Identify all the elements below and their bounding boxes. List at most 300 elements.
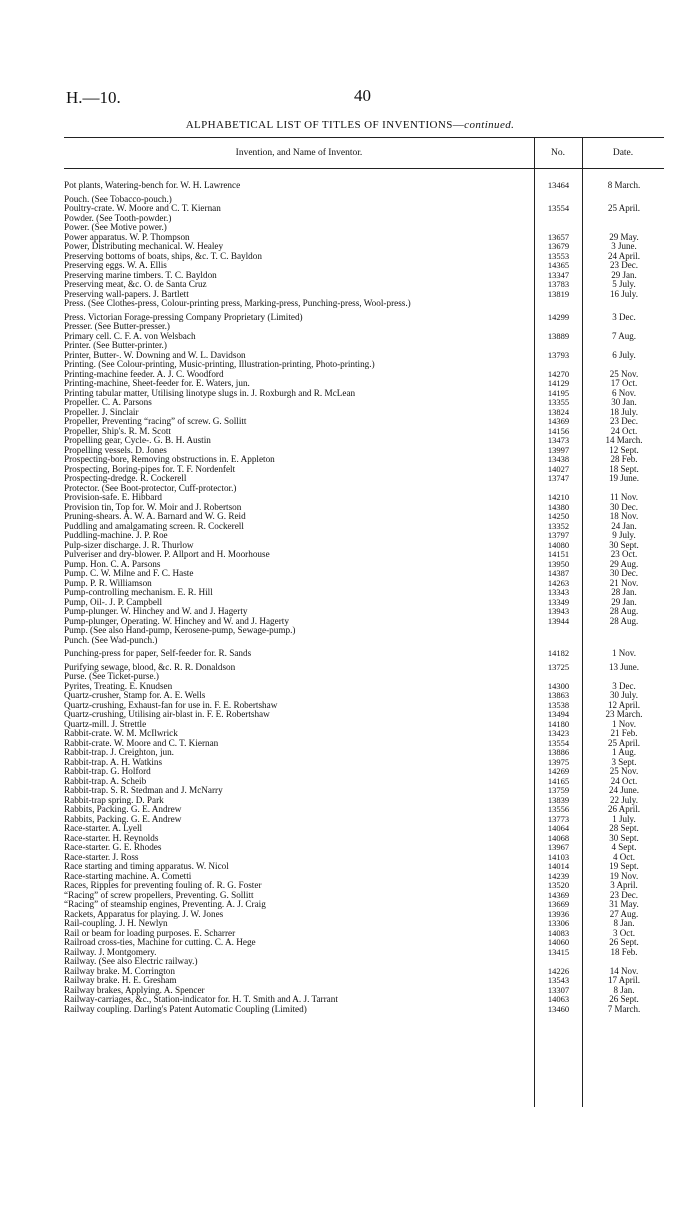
table-row — [64, 313, 664, 323]
invention-title: Rabbits, Packing. G. E. Andrew — [64, 805, 182, 814]
table-row — [64, 579, 664, 589]
invention-number: 14068 — [547, 832, 570, 843]
invention-number: 13863 — [547, 690, 570, 700]
invention-number: 14210 — [547, 492, 570, 502]
invention-date: 26 April. — [607, 804, 640, 814]
invention-date: 21 Nov. — [609, 577, 639, 588]
invention-date: 1 Aug. — [611, 747, 636, 757]
table-row — [64, 853, 664, 863]
invention-number: 13520 — [547, 880, 570, 890]
invention-number: 13556 — [547, 804, 570, 814]
invention-number: 14063 — [547, 994, 570, 1004]
invention-date: 18 Feb. — [610, 946, 638, 957]
column-header-date: Date. — [612, 148, 634, 158]
invention-date: 26 Sept. — [609, 937, 639, 947]
invention-number: 13997 — [547, 444, 570, 455]
table-row — [64, 976, 664, 986]
invention-title: Railway brake. M. Corrington — [64, 966, 175, 976]
invention-title: Pot plants, Watering-bench for. W. H. Lawrence — [64, 181, 241, 190]
invention-title: Printing tabular matter, Utilising linotype slugs in. J. Roxburgh and R. McLean — [64, 388, 356, 398]
invention-title: Prospecting-bore, Removing obstructions in. E. Appleton — [64, 455, 275, 464]
invention-title: Race-starter. H. Reynolds — [64, 833, 159, 843]
invention-date: 3 Oct. — [613, 927, 635, 938]
table-row — [64, 843, 664, 853]
invention-title: Rackets, Apparatus for playing. J. W. Jones — [64, 909, 224, 919]
table-row — [64, 360, 664, 370]
invention-number: 13943 — [547, 606, 570, 616]
invention-date: 26 Sept. — [609, 994, 639, 1004]
invention-date: 6 July. — [612, 349, 636, 360]
invention-date: 3 April. — [610, 880, 638, 890]
invention-title: Rabbit-crate. W. Moore and C. T. Kiernan — [64, 738, 219, 748]
table-row — [64, 672, 664, 682]
invention-title: Pruning-shears. A. W. A. Barnard and W. G. Reid — [64, 512, 246, 521]
invention-title: Purse. (See Ticket-purse.) — [64, 672, 159, 681]
invention-title: Pulp-sizer discharge. J. R. Thurlow — [64, 540, 194, 550]
table-row — [64, 834, 664, 844]
invention-title: Rabbit-trap spring. D. Park — [64, 795, 164, 805]
invention-number: 13725 — [547, 661, 570, 672]
invention-date: 12 April. — [607, 699, 640, 710]
invention-number: 13306 — [547, 918, 570, 928]
invention-date: 8 March. — [607, 180, 641, 190]
invention-title: Preserving wall-papers. J. Bartlett — [64, 289, 189, 299]
invention-date: 23 Dec. — [610, 260, 638, 270]
table-row — [64, 910, 664, 920]
invention-date: 18 Nov. — [609, 511, 639, 521]
invention-date: 28 Feb. — [610, 454, 638, 464]
invention-number: 13747 — [547, 473, 570, 483]
invention-number: 13343 — [547, 587, 570, 597]
invention-title: Race starting and timing apparatus. W. Nicol — [64, 862, 229, 871]
table-row — [64, 796, 664, 806]
invention-number: 13473 — [547, 435, 570, 445]
invention-number: 14380 — [547, 501, 570, 512]
invention-title: Railway. (See also Electric railway.) — [64, 957, 198, 966]
invention-number: 13889 — [547, 330, 570, 341]
invention-title: Printer, Butter-. W. Downing and W. L. Davidson — [64, 350, 246, 360]
invention-title: Propeller, Ship's. R. M. Scott — [64, 426, 171, 436]
invention-date: 30 Jan. — [611, 397, 637, 407]
invention-title: Printing. (See Colour-printing, Music-printing, Illustration-printing, Photo-printing.) — [64, 360, 375, 369]
table-row — [64, 758, 664, 768]
invention-title: Power apparatus. W. P. Thompson — [64, 232, 190, 242]
invention-number: 13950 — [547, 558, 570, 569]
invention-number: 14269 — [547, 766, 570, 776]
table-row — [64, 512, 664, 522]
invention-title: Propeller. C. A. Parsons — [64, 398, 152, 407]
invention-number: 14080 — [547, 539, 570, 550]
invention-number: 14369 — [547, 416, 570, 426]
invention-title: Rabbit-trap. S. R. Stedman and J. McNarry — [64, 786, 223, 795]
invention-number: 13307 — [547, 984, 570, 995]
invention-date: 17 Oct. — [610, 378, 638, 388]
table-row — [64, 607, 664, 617]
invention-title: Provision-safe. E. Hibbard — [64, 493, 162, 502]
invention-title: Punch. (See Wad-punch.) — [64, 635, 158, 645]
invention-title: Rabbit-trap. G. Holford — [64, 767, 151, 776]
table-row — [64, 370, 664, 380]
table-row — [64, 957, 664, 967]
invention-date: 23 Dec. — [610, 889, 638, 900]
table-row — [64, 786, 664, 796]
invention-number: 13793 — [547, 349, 570, 360]
invention-title: Propelling gear, Cycle-. G. B. H. Austin — [64, 436, 211, 445]
table-row — [64, 550, 664, 560]
invention-number: 14263 — [547, 577, 570, 588]
invention-title: Rabbit-trap. A. Scheib — [64, 776, 147, 786]
invention-date: 25 April. — [607, 737, 640, 748]
invention-date: 23 March. — [605, 709, 643, 719]
invention-title: Race-starter. A. Lyell — [64, 824, 143, 833]
table-row — [64, 474, 664, 484]
table-row — [64, 252, 664, 262]
invention-number: 14165 — [547, 775, 570, 786]
invention-title: Propelling vessels. D. Jones — [64, 445, 167, 455]
invention-number: 13494 — [547, 709, 570, 719]
table-row — [64, 881, 664, 891]
invention-date: 29 Jan. — [611, 596, 637, 607]
table-row — [64, 649, 664, 659]
table-row — [64, 233, 664, 243]
table-row — [64, 691, 664, 701]
table-row — [64, 729, 664, 739]
invention-title: Race-starting machine. A. Cometti — [64, 871, 192, 881]
invention-number: 13554 — [547, 203, 570, 213]
table-row — [64, 271, 664, 281]
invention-number: 13538 — [547, 699, 570, 710]
invention-title: Preserving eggs. W. A. Ellis — [64, 261, 167, 270]
invention-date: 24 Oct. — [610, 425, 638, 436]
invention-date: 6 Nov. — [612, 387, 636, 398]
column-header-no: No. — [551, 148, 565, 158]
invention-date: 18 Sept. — [609, 463, 639, 474]
invention-title: Propeller, Preventing “racing” of screw. G. Sollitt — [64, 417, 247, 426]
table-row — [64, 341, 664, 351]
invention-title: Pyrites, Treating. E. Knudsen — [64, 681, 173, 691]
table-row — [64, 214, 664, 224]
invention-number: 13975 — [547, 756, 570, 767]
invention-title: Presser. (See Butter-presser.) — [64, 322, 170, 331]
invention-title: Race-starter. J. Ross — [64, 852, 139, 862]
invention-date: 23 Oct. — [610, 549, 638, 559]
invention-number: 14027 — [547, 463, 570, 474]
table-header-rule — [64, 168, 664, 169]
invention-title: Pump-plunger, Operating. W. Hinchey and W. and J. Hagerty — [64, 616, 289, 626]
invention-date: 24 Oct. — [610, 775, 638, 786]
invention-number: 13886 — [547, 747, 570, 757]
invention-date: 31 May. — [609, 899, 639, 909]
table-row — [64, 181, 664, 191]
invention-number: 13349 — [547, 596, 570, 607]
invention-number: 13669 — [547, 899, 570, 909]
invention-title: Preserving marine timbers. T. C. Bayldon — [64, 270, 217, 280]
table-row — [64, 261, 664, 271]
table-row — [64, 427, 664, 437]
invention-date: 4 Sept. — [611, 842, 637, 852]
table-row — [64, 598, 664, 608]
invention-title: Railway-carriages, &c., Station-indicator for. H. T. Smith and A. J. Tarrant — [64, 995, 338, 1004]
invention-number: 13944 — [547, 615, 570, 626]
invention-title: Pump, Oil-. J. P. Campbell — [64, 597, 163, 607]
table-row — [64, 195, 664, 205]
table-row — [64, 872, 664, 882]
invention-date: 12 Sept. — [609, 444, 639, 455]
table-row — [64, 815, 664, 825]
table-row — [64, 332, 664, 342]
invention-date: 13 June. — [609, 661, 639, 672]
invention-number: 13347 — [547, 269, 570, 280]
invention-title: Pump. (See also Hand-pump, Kerosene-pump, Sewage-pump.) — [64, 626, 296, 635]
invention-date: 25 Nov. — [609, 368, 639, 379]
invention-number: 14369 — [547, 889, 570, 900]
invention-date: 25 Nov. — [609, 766, 639, 776]
invention-date: 30 Dec. — [610, 568, 638, 578]
invention-date: 24 April. — [607, 250, 640, 261]
table-row — [64, 493, 664, 503]
invention-date: 30 Sept. — [609, 539, 639, 550]
table-row — [64, 900, 664, 910]
table-row — [64, 541, 664, 551]
table-row — [64, 204, 664, 214]
invention-title: Primary cell. C. F. A. von Welsbach — [64, 331, 196, 341]
table-row — [64, 280, 664, 290]
invention-title: Puddling-machine. J. P. Roe — [64, 531, 168, 540]
invention-number: 14151 — [547, 549, 570, 559]
table-row — [64, 455, 664, 465]
invention-title: Pump-plunger. W. Hinchey and W. and J. Hagerty — [64, 607, 248, 616]
invention-title: Railway brakes, Applying. A. Spencer — [64, 985, 205, 995]
invention-number: 13824 — [547, 406, 570, 417]
invention-number: 13839 — [547, 794, 570, 805]
invention-date: 14 Nov. — [609, 965, 639, 976]
invention-number: 13759 — [547, 785, 570, 795]
invention-number: 14180 — [547, 718, 570, 729]
invention-title: Press. Victorian Forage-pressing Company Proprietary (Limited) — [64, 312, 303, 322]
table-row — [64, 919, 664, 929]
invention-number: 13797 — [547, 530, 570, 540]
table-row — [64, 748, 664, 758]
invention-title: Pump. C. W. Milne and F. C. Haste — [64, 569, 194, 578]
invention-date: 1 Nov. — [612, 648, 636, 658]
invention-date: 19 Nov. — [609, 870, 639, 881]
invention-date: 19 June. — [609, 473, 639, 483]
table-row — [64, 408, 664, 418]
page-caption — [0, 119, 700, 131]
invention-title: “Racing” of steamship engines, Preventing. A. J. Craig — [64, 900, 266, 909]
invention-date: 24 June. — [609, 785, 639, 795]
invention-date: 7 March. — [607, 1003, 641, 1014]
invention-title: Poultry-crate. W. Moore and C. T. Kiernan — [64, 204, 221, 213]
table-row — [64, 929, 664, 939]
table-row — [64, 948, 664, 958]
page-number: 40 — [354, 86, 371, 105]
table-row — [64, 417, 664, 427]
table-row — [64, 465, 664, 475]
invention-number: 14064 — [547, 823, 570, 833]
invention-date: 1 Nov. — [612, 718, 636, 729]
table-row — [64, 446, 664, 456]
table-row — [64, 242, 664, 252]
table-row — [64, 299, 664, 309]
invention-title: Race-starter. G. E. Rhodes — [64, 843, 162, 852]
invention-title: “Racing” of screw propellers, Preventing. G. Sollitt — [64, 890, 254, 900]
table-row — [64, 436, 664, 446]
table-row — [64, 767, 664, 777]
table-row — [64, 503, 664, 513]
invention-date: 30 July. — [610, 690, 638, 700]
invention-title: Pulveriser and dry-blower. P. Allport and H. Moorhouse — [64, 550, 270, 559]
invention-number: 13352 — [547, 520, 570, 531]
invention-number: 13355 — [547, 397, 570, 407]
invention-number: 13967 — [547, 842, 570, 852]
invention-number: 13415 — [547, 946, 570, 957]
invention-date: 3 Sept. — [611, 756, 637, 767]
invention-date: 14 March. — [605, 435, 643, 445]
invention-title: Puddling and amalgamating screen. R. Cockerell — [64, 521, 244, 531]
invention-title: Races, Ripples for preventing fouling of. R. G. Foster — [64, 881, 262, 890]
invention-title: Railway. J. Montgomery. — [64, 947, 157, 957]
invention-date: 11 Nov. — [609, 492, 639, 502]
invention-date: 29 Jan. — [611, 269, 637, 280]
invention-date: 18 July. — [610, 406, 638, 417]
table-row — [64, 560, 664, 570]
table-row — [64, 588, 664, 598]
invention-date: 3 Dec. — [612, 680, 636, 691]
invention-number: 13554 — [547, 737, 570, 748]
invention-number: 13936 — [547, 908, 570, 919]
invention-title: Railway coupling. Darling's Patent Automatic Coupling (Limited) — [64, 1004, 307, 1014]
invention-title: Rail-coupling. J. H. Newlyn — [64, 919, 168, 928]
table-row — [64, 739, 664, 749]
invention-title: Propeller. J. Sinclair — [64, 407, 139, 417]
invention-number: 14195 — [547, 387, 570, 398]
invention-title: Power. (See Motive power.) — [64, 223, 167, 232]
table-row — [64, 710, 664, 720]
invention-title: Railway brake. H. E. Gresham — [64, 976, 177, 985]
table-row — [64, 682, 664, 692]
invention-number: 14270 — [547, 368, 570, 379]
column-header-invention: Invention, and Name of Inventor. — [235, 148, 363, 158]
table-row — [64, 663, 664, 673]
invention-number: 13553 — [547, 250, 570, 261]
table-row — [64, 569, 664, 579]
invention-date: 24 Jan. — [611, 520, 637, 531]
invention-number: 14299 — [547, 311, 570, 322]
invention-date: 3 Dec. — [612, 311, 636, 322]
invention-title: Railroad cross-ties, Machine for cutting. C. A. Hege — [64, 938, 256, 947]
table-row — [64, 720, 664, 730]
invention-date: 30 Dec. — [610, 501, 638, 512]
invention-title: Punching-press for paper, Self-feeder for. R. Sands — [64, 649, 252, 658]
invention-number: 14250 — [547, 511, 570, 521]
invention-date: 16 July. — [610, 288, 638, 299]
table-row — [64, 986, 664, 996]
table-row — [64, 484, 664, 494]
invention-date: 8 Jan. — [613, 918, 635, 928]
table-row — [64, 290, 664, 300]
invention-title: Preserving meat, &c. O. de Santa Cruz — [64, 280, 207, 289]
invention-number: 13819 — [547, 288, 570, 299]
table-row — [64, 379, 664, 389]
invention-title: Printer. (See Butter-printer.) — [64, 341, 167, 350]
invention-date: 5 July. — [612, 279, 636, 289]
invention-number: 14083 — [547, 927, 570, 938]
table-row — [64, 389, 664, 399]
invention-number: 14156 — [547, 425, 570, 436]
invention-title: Purifying sewage, blood, &c. R. R. Donaldson — [64, 662, 236, 672]
invention-date: 28 Aug. — [609, 606, 639, 616]
invention-number: 13423 — [547, 728, 570, 738]
table-top-rule — [64, 137, 664, 138]
invention-date: 4 Oct. — [613, 851, 635, 862]
table-row — [64, 351, 664, 361]
invention-title: Rabbit-crate. W. M. McIlwrick — [64, 729, 178, 738]
invention-title: Prospecting, Boring-pipes for. T. F. Nordenfelt — [64, 464, 236, 474]
invention-number: 13543 — [547, 975, 570, 985]
invention-title: Quartz-crusher, Stamp for. A. E. Wells — [64, 691, 206, 700]
invention-date: 7 Aug. — [611, 330, 636, 341]
table-row — [64, 891, 664, 901]
table-row — [64, 701, 664, 711]
table-row — [64, 636, 664, 646]
invention-title: Provision tin, Top for. W. Moir and J. Robertson — [64, 502, 242, 512]
invention-date: 9 July. — [612, 530, 636, 540]
invention-date: 29 May. — [609, 231, 639, 242]
table-row — [64, 938, 664, 948]
table-row — [64, 1005, 664, 1015]
caption-main: ALPHABETICAL LIST OF TITLES OF INVENTIONS— — [185, 119, 465, 131]
document-reference: H.—10. — [66, 88, 121, 107]
table-row — [64, 322, 664, 332]
invention-date: 28 Sept. — [609, 823, 639, 833]
invention-number: 14365 — [547, 260, 570, 270]
invention-title: Preserving bottoms of boats, ships, &c. T. C. Bayldon — [64, 251, 262, 261]
invention-date: 8 Jan. — [613, 984, 635, 995]
table-row — [64, 824, 664, 834]
invention-date: 1 July. — [612, 813, 636, 824]
table-row — [64, 777, 664, 787]
invention-number: 14014 — [547, 861, 570, 871]
table-row — [64, 398, 664, 408]
invention-title: Power, Distributing mechanical. W. Healey — [64, 242, 224, 251]
invention-title: Quartz-mill. J. Strettle — [64, 719, 147, 729]
invention-date: 23 Dec. — [610, 416, 638, 426]
invention-title: Printing-machine, Sheet-feeder for. E. Waters, jun. — [64, 379, 250, 388]
invention-number: 14387 — [547, 568, 570, 578]
table-row — [64, 617, 664, 627]
table-row — [64, 531, 664, 541]
invention-title: Protector. (See Boot-protector, Cuff-protector.) — [64, 483, 237, 493]
invention-title: Rabbits, Packing. G. E. Andrew — [64, 814, 182, 824]
invention-title: Pump-controlling mechanism. E. R. Hill — [64, 588, 213, 597]
invention-number: 14129 — [547, 378, 570, 388]
invention-number: 14182 — [547, 648, 570, 658]
invention-title: Press. (See Clothes-press, Colour-printing press, Marking-press, Punching-press, Wool-press.) — [64, 299, 411, 308]
invention-title: Pouch. (See Tobacco-pouch.) — [64, 194, 172, 204]
table-row — [64, 223, 664, 233]
invention-title: Printing-machine feeder. A. J. C. Woodford — [64, 369, 224, 379]
invention-number: 14239 — [547, 870, 570, 881]
invention-title: Powder. (See Tooth-powder.) — [64, 213, 172, 223]
invention-date: 3 June. — [611, 241, 637, 251]
invention-title: Prospecting-dredge. R. Cockerell — [64, 474, 187, 483]
invention-date: 30 Sept. — [609, 832, 639, 843]
invention-number: 13679 — [547, 241, 570, 251]
table-row — [64, 967, 664, 977]
table-row — [64, 862, 664, 872]
invention-number: 14300 — [547, 680, 570, 691]
